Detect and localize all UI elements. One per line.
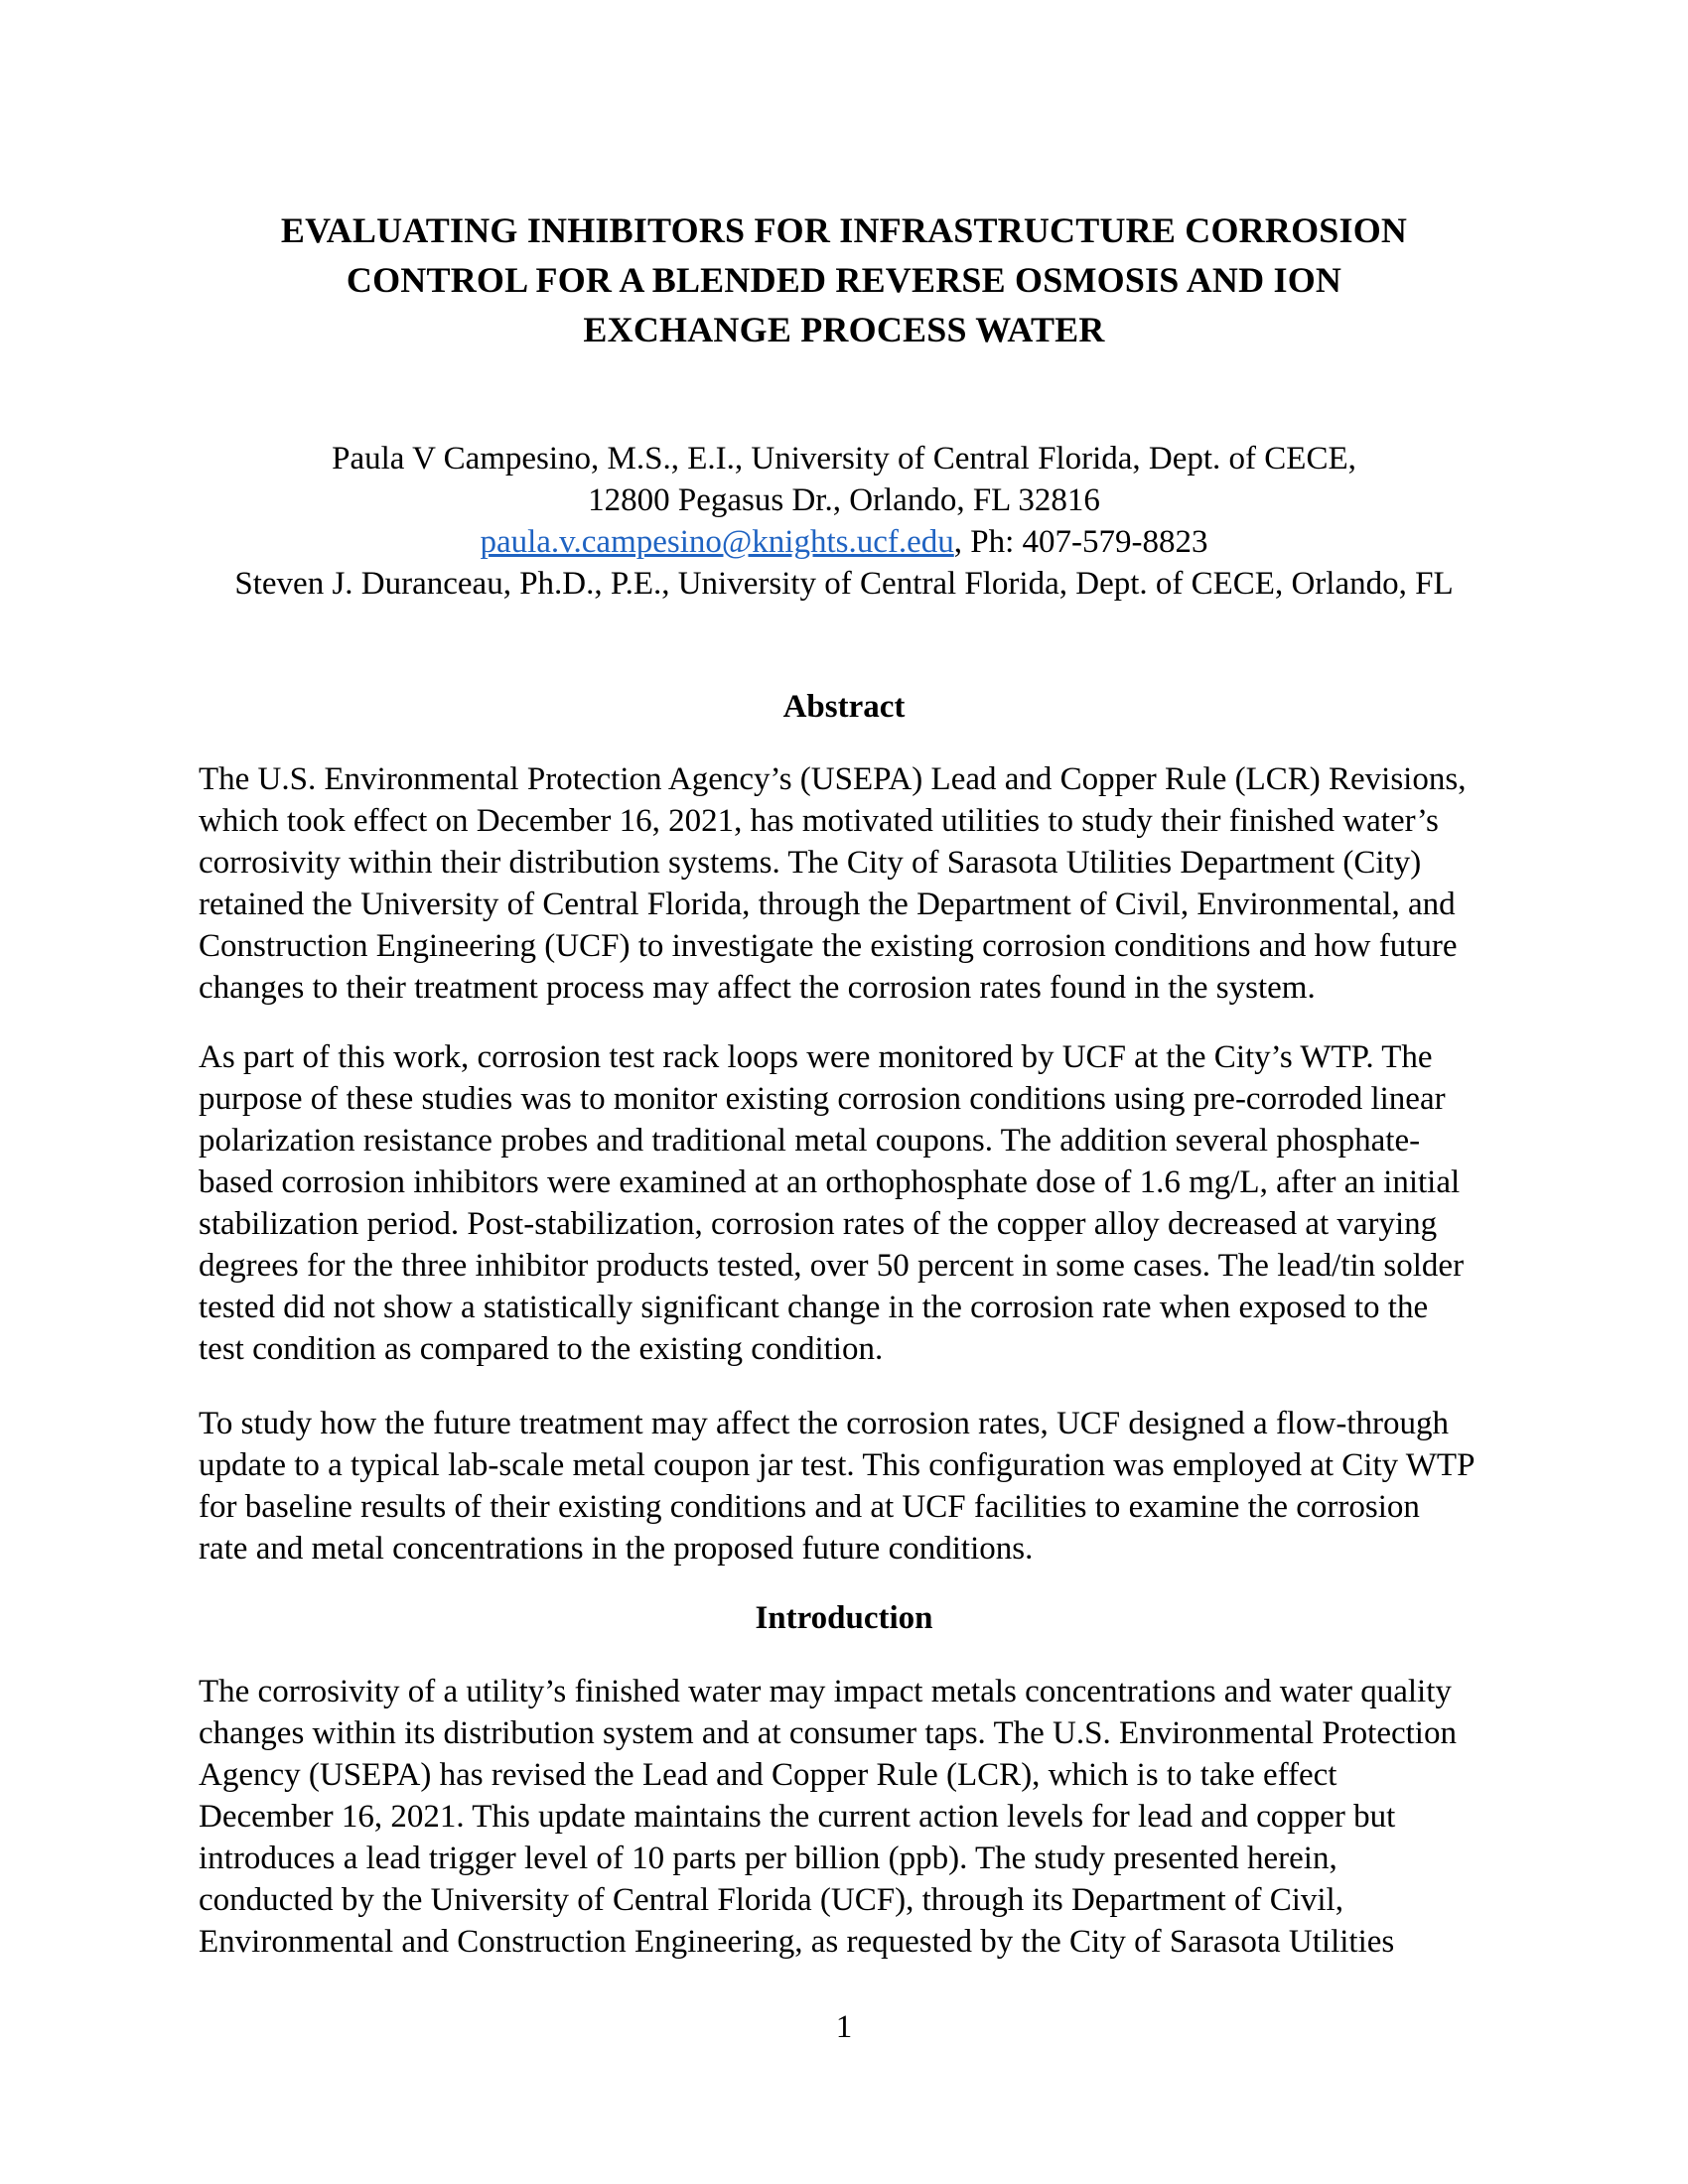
text-line: corrosivity within their distribution systems. The City of Sarasota Utilities Department (City) <box>199 845 1422 881</box>
text-line: which took effect on December 16, 2021, has motivated utilities to study their finished water’s <box>199 803 1439 839</box>
page-content <box>199 0 1489 2184</box>
text-line: degrees for the three inhibitor products tested, over 50 percent in some cases. The lead/tin solder <box>199 1248 1465 1284</box>
text-line: stabilization period. Post-stabilization, corrosion rates of the copper alloy decreased at varying <box>199 1206 1438 1242</box>
author-address: 12800 Pegasus Dr., Orlando, FL 32816 <box>588 482 1100 518</box>
text-line: Environmental and Construction Engineering, as requested by the City of Sarasota Utilities <box>199 1924 1395 1960</box>
text-line: EVALUATING INHIBITORS FOR INFRASTRUCTURE CORROSION <box>280 210 1408 250</box>
text-line: purpose of these studies was to monitor existing corrosion conditions using pre-corroded linear <box>199 1081 1446 1117</box>
text-line: polarization resistance probes and traditional metal coupons. The addition several phosphate- <box>199 1123 1421 1159</box>
email-link[interactable]: paula.v.campesino@knights.ucf.edu <box>480 524 954 560</box>
author-contact-line <box>199 521 1489 563</box>
abstract-paragraph-2 <box>199 1036 1489 1370</box>
author-block <box>199 438 1489 605</box>
text-line: changes to their treatment process may affect the corrosion rates found in the system. <box>199 970 1316 1006</box>
text-line: update to a typical lab-scale metal coupon jar test. This configuration was employed at City WTP <box>199 1447 1476 1483</box>
author-name-affiliation: Paula V Campesino, M.S., E.I., University of Central Florida, Dept. of CECE, <box>332 441 1356 477</box>
text-line: The U.S. Environmental Protection Agency’s (USEPA) Lead and Copper Rule (LCR) Revisions, <box>199 761 1467 797</box>
text-line: EXCHANGE PROCESS WATER <box>583 310 1105 349</box>
abstract-heading: Abstract <box>782 689 906 725</box>
text-line: retained the University of Central Florida, through the Department of Civil, Environmental, and <box>199 887 1456 922</box>
text-line: test condition as compared to the existing condition. <box>199 1331 884 1367</box>
text-line: for baseline results of their existing conditions and at UCF facilities to examine the corrosion <box>199 1489 1420 1525</box>
text-line: introduces a lead trigger level of 10 parts per billion (ppb). The study presented herein, <box>199 1841 1337 1876</box>
text-line: Construction Engineering (UCF) to investigate the existing corrosion conditions and how future <box>199 928 1458 964</box>
text-line: CONTROL FOR A BLENDED REVERSE OSMOSIS AND ION <box>346 260 1342 300</box>
text-line: To study how the future treatment may affect the corrosion rates, UCF designed a flow-through <box>199 1406 1449 1441</box>
text-line: changes within its distribution system and at consumer taps. The U.S. Environmental Protection <box>199 1715 1457 1751</box>
abstract-paragraph-3 <box>199 1403 1489 1570</box>
text-line: December 16, 2021. This update maintains the current action levels for lead and copper but <box>199 1799 1396 1835</box>
introduction-heading: Introduction <box>755 1600 933 1636</box>
introduction-paragraph-1 <box>199 1671 1489 1963</box>
text-line: The corrosivity of a utility’s finished water may impact metals concentrations and water quality <box>199 1674 1452 1709</box>
text-line: tested did not show a statistically significant change in the corrosion rate when exposed to the <box>199 1290 1429 1325</box>
text-line: based corrosion inhibitors were examined at an orthophosphate dose of 1.6 mg/L, after an initial <box>199 1164 1461 1200</box>
paper-title <box>199 205 1489 354</box>
text-line: conducted by the University of Central Florida (UCF), through its Department of Civil, <box>199 1882 1343 1918</box>
text-line: As part of this work, corrosion test rack loops were monitored by UCF at the City’s WTP. The <box>199 1039 1433 1075</box>
page-number: 1 <box>835 2009 853 2045</box>
abstract-paragraph-1 <box>199 758 1489 1009</box>
text-line: Agency (USEPA) has revised the Lead and Copper Rule (LCR), which is to take effect <box>199 1757 1337 1793</box>
text-line: rate and metal concentrations in the proposed future conditions. <box>199 1531 1034 1567</box>
phone-text: , Ph: 407-579-8823 <box>953 524 1208 560</box>
coauthor-name-affiliation: Steven J. Duranceau, Ph.D., P.E., University of Central Florida, Dept. of CECE, Orlando, FL <box>234 566 1454 602</box>
